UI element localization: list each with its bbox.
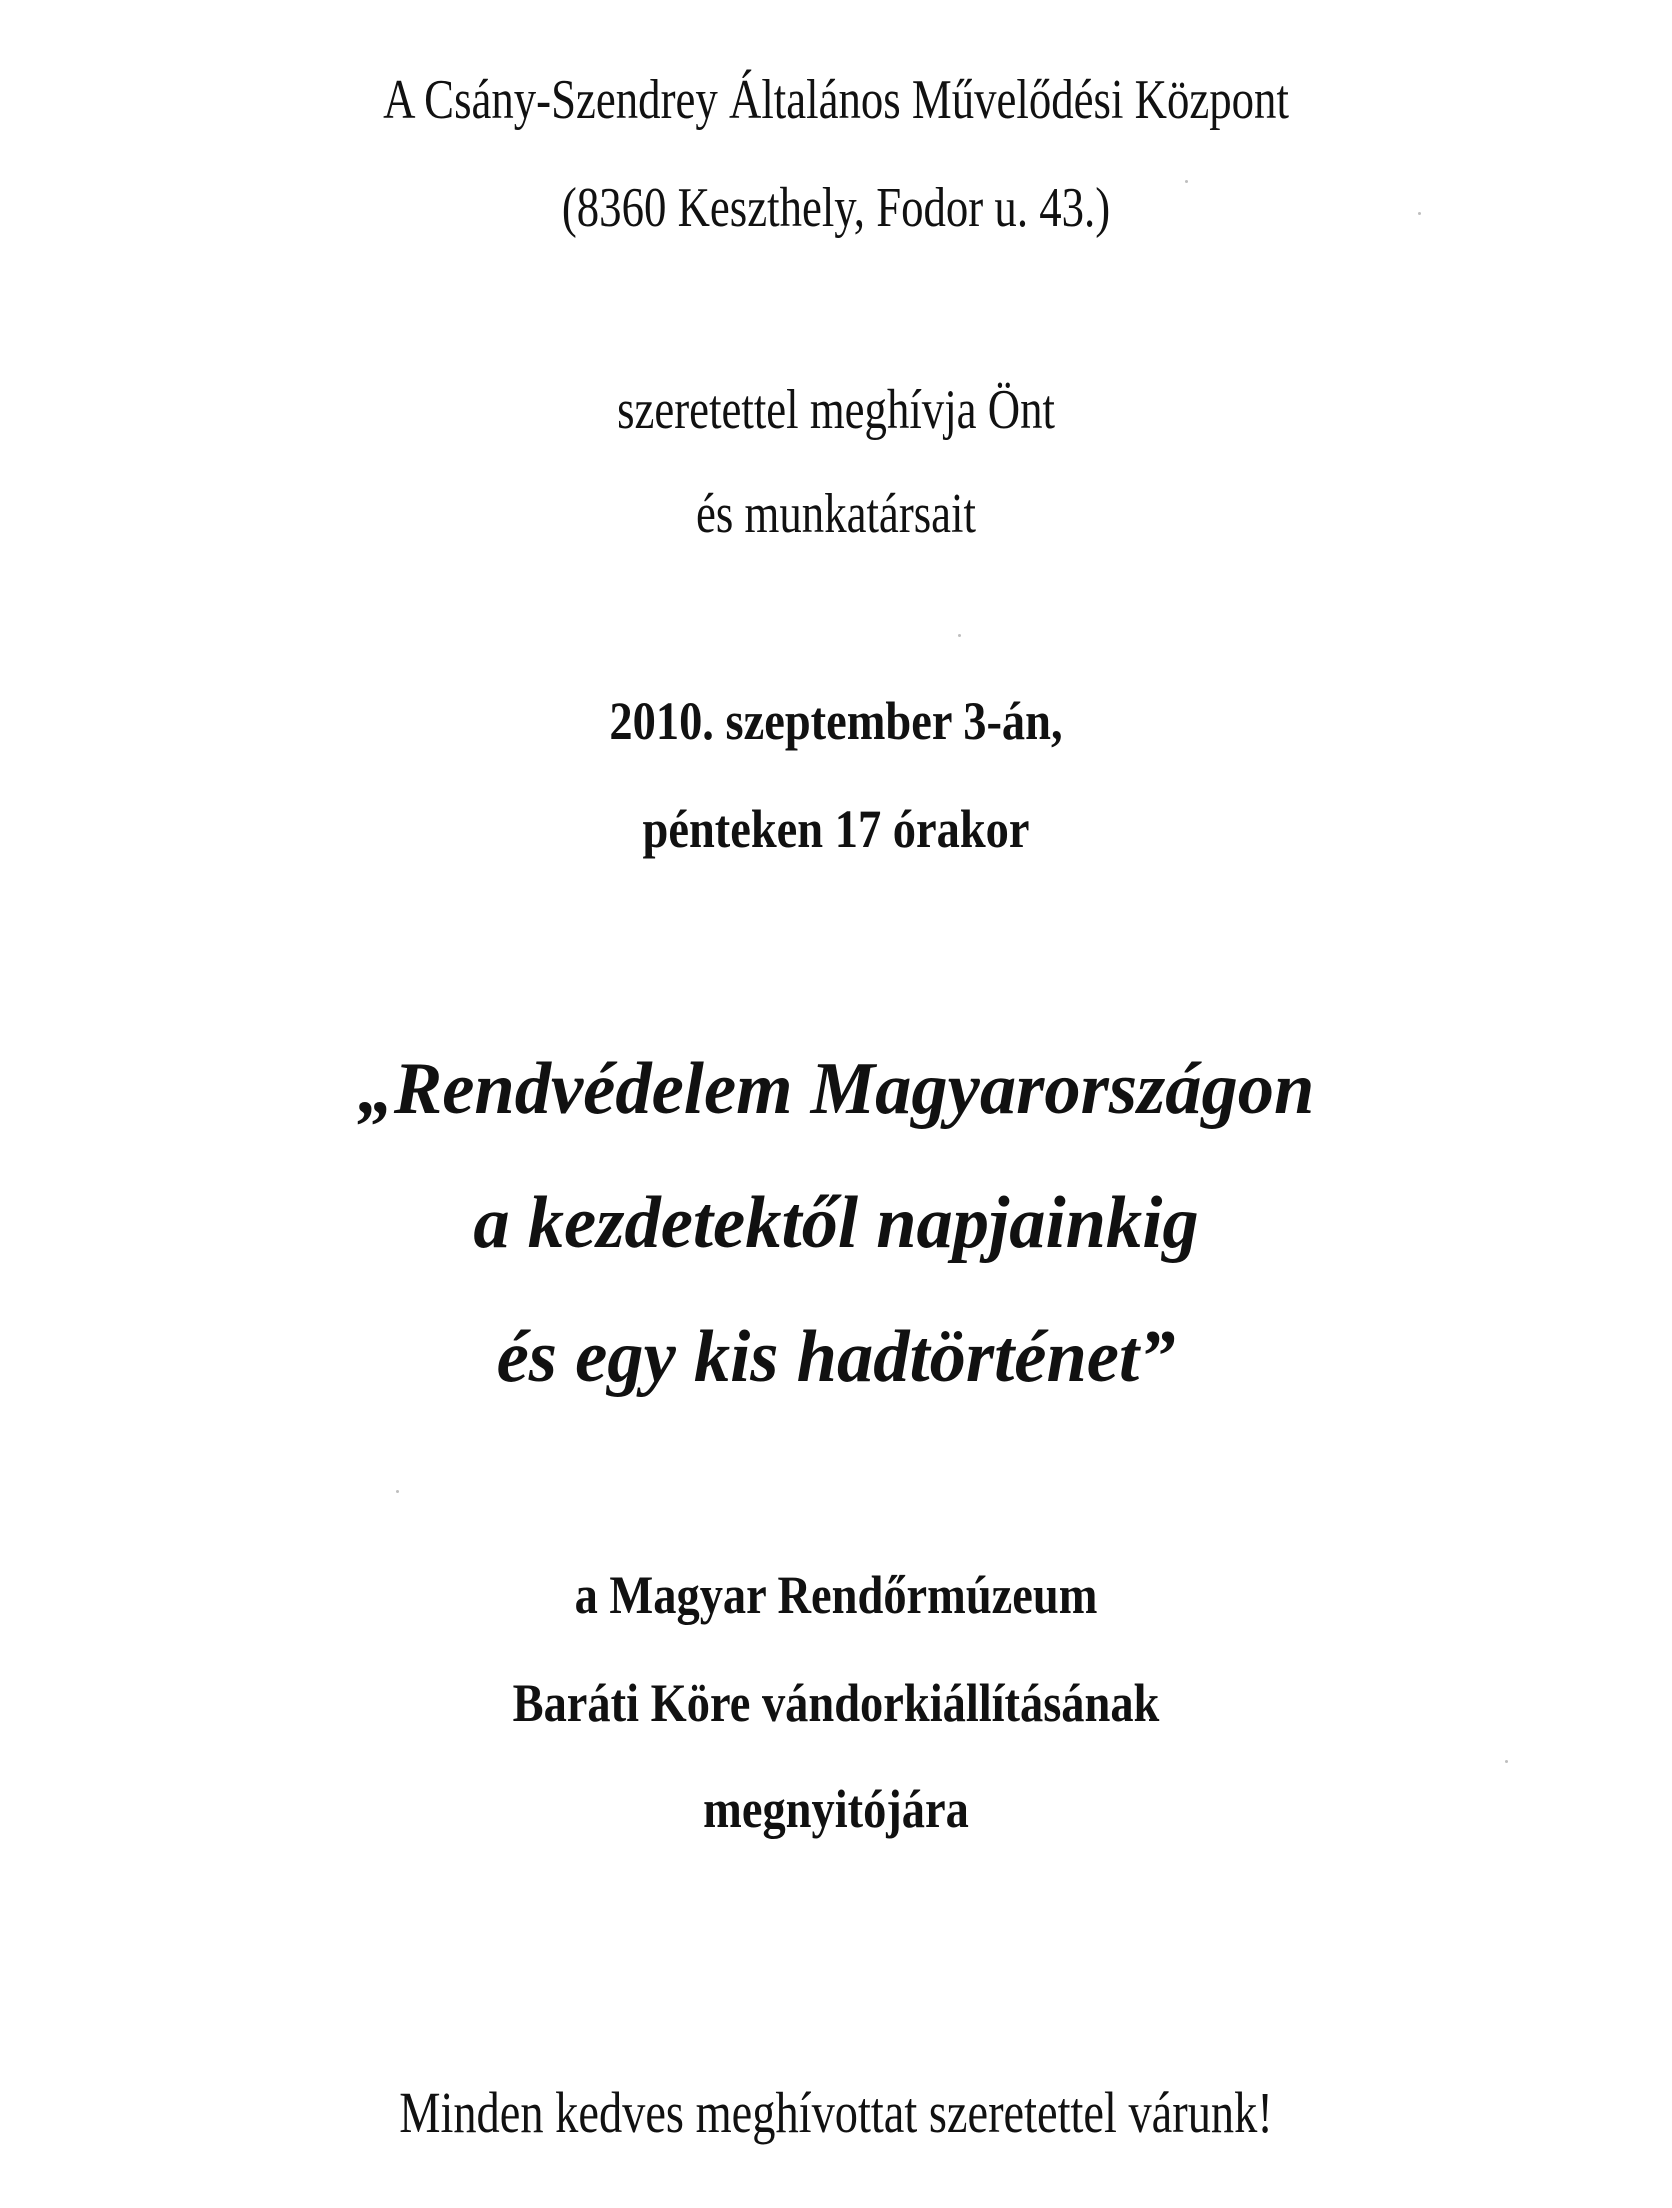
exhibition-title-line-1: „Rendvédelem Magyarországon — [357, 1048, 1315, 1130]
scan-speck — [1505, 1760, 1508, 1763]
exhibition-title-line-3: és egy kis hadtörténet” — [496, 1316, 1176, 1398]
organizer-address: (8360 Keszthely, Fodor u. 43.) — [561, 177, 1111, 239]
organizer-name: A Csány-Szendrey Általános Művelődési Központ — [383, 69, 1289, 131]
event-date: 2010. szeptember 3-án, — [609, 691, 1063, 751]
scan-speck — [396, 1490, 399, 1493]
closing-greeting: Minden kedves meghívottat szeretettel várunk! — [399, 2080, 1273, 2145]
event-description-line-3: megnyitójára — [703, 1779, 969, 1839]
exhibition-title-line-2: a kezdetektől napjainkig — [473, 1182, 1199, 1264]
scan-speck — [1185, 180, 1188, 183]
scan-speck — [958, 634, 961, 637]
event-description-line-2: Baráti Köre vándorkiállításának — [512, 1673, 1160, 1733]
scan-speck — [1418, 212, 1421, 215]
event-description-line-1: a Magyar Rendőrmúzeum — [574, 1565, 1098, 1625]
invitation-text-line-2: és munkatársait — [696, 483, 976, 545]
event-time: pénteken 17 órakor — [642, 799, 1030, 859]
invitation-text-line-1: szeretettel meghívja Önt — [617, 379, 1055, 441]
